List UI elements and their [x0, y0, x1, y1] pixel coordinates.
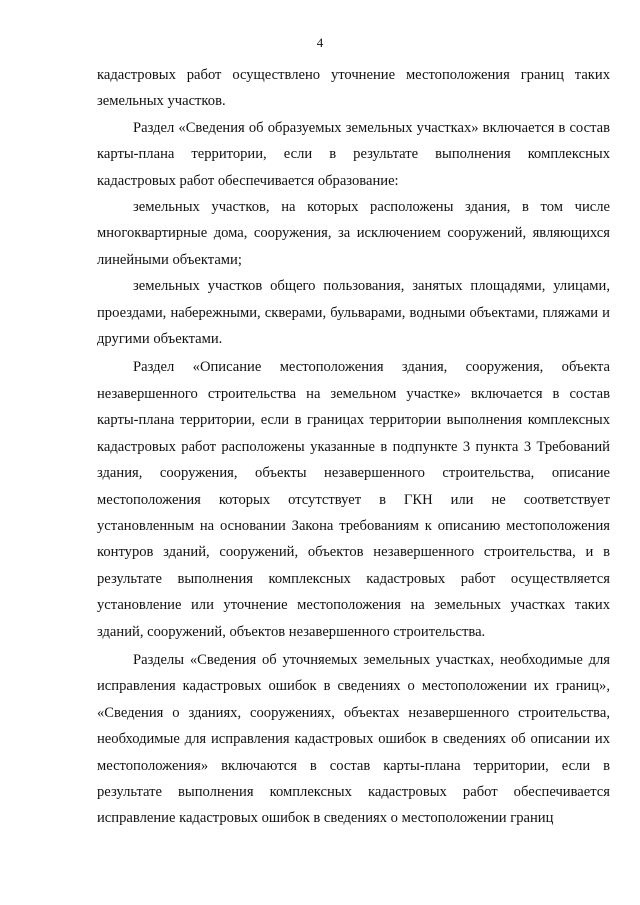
page-number: 4: [316, 35, 324, 50]
paragraph-section-formed-plots: Раздел «Сведения об образуемых земельных участках» включается в состав карты-плана территории, если в результате выполнения комплексных кадастровых работ обеспечивается образование:: [97, 119, 610, 189]
document-body: [97, 62, 610, 832]
paragraph-list-item-public-use: земельных участков общего пользования, занятых площадями, улицами, проездами, набережными, скверами, бульварами, водными объектами, пляжами и другими объектами.: [97, 278, 610, 348]
paragraph-section-building-location: Раздел «Описание местоположения здания, сооружения, объекта незавершенного строительства на земельном участке» включается в состав карты-плана территории, если в границах территории выполнения комплексных кадастровых работ расположены указанные в подпункте 3 пункта 3 Требований здания, сооружения, объекты незавершенного строительства, описание местоположения которых отсутствует в ГКН или не соответствует установленным на основании Закона требованиям к описанию местоположения контуров зданий, сооружений, объектов незавершенного строительства, и в результате выполнения комплексных кадастровых работ осуществляется установление или уточнение местоположения на земельных участках таких зданий, сооружений, объектов незавершенного строительства.: [97, 359, 610, 640]
paragraph-sections-cadastral-errors: Разделы «Сведения об уточняемых земельных участках, необходимые для исправления кадастровых ошибок в сведениях о местоположении их границ», «Сведения о зданиях, сооружениях, объектах незавершенного строительства, необходимые для исправления кадастровых ошибок в сведениях об описании их местоположения» включаются в состав карты-плана территории, если в результате выполнения комплексных кадастровых работ обеспечивается исправление кадастровых ошибок в сведениях о местоположении границ: [97, 651, 610, 827]
paragraph-list-item-buildings: земельных участков, на которых расположены здания, в том числе многоквартирные дома, сооружения, за исключением сооружений, являющихся линейными объектами;: [97, 199, 610, 268]
paragraph-continuation: кадастровых работ осуществлено уточнение местоположения границ таких земельных участков.: [97, 67, 610, 110]
